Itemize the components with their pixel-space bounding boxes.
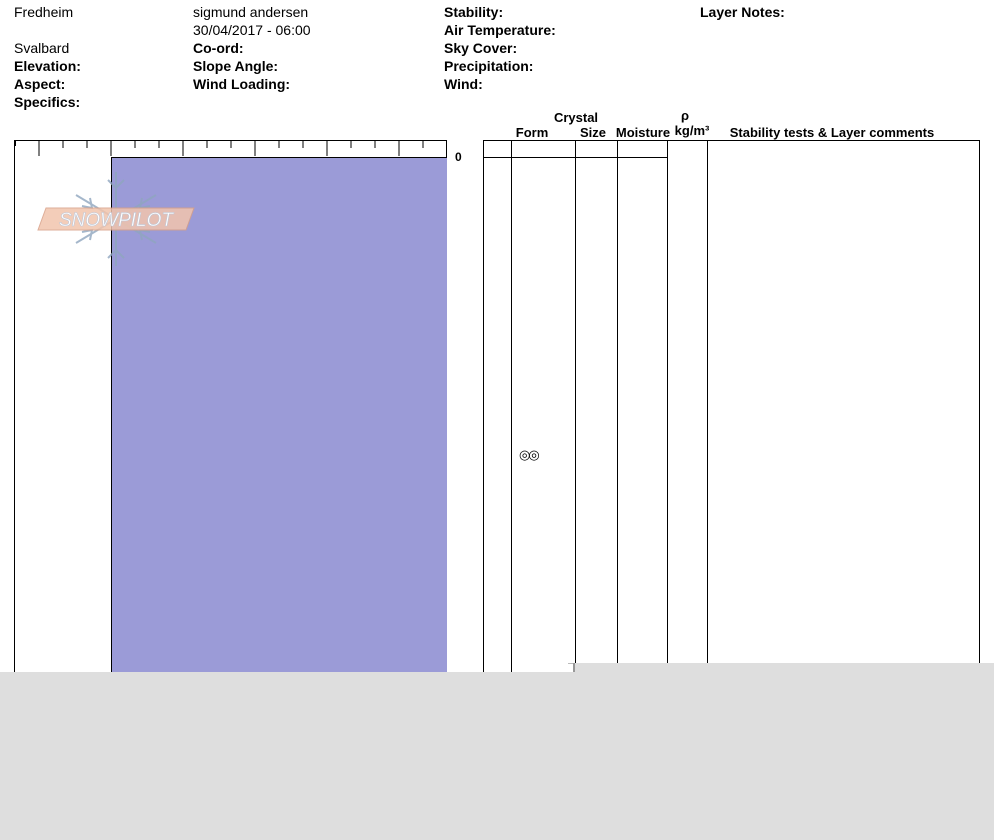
size-header: Size [579,125,606,140]
column-divider [707,140,708,672]
snowpilot-logo [36,168,198,270]
location-name: Fredheim [14,4,74,20]
wind-label: Wind: [444,76,483,92]
precipitation-label: Precipitation: [444,58,534,74]
column-divider [617,140,618,672]
moisture-header: Moisture [615,125,671,140]
observer-name: sigmund andersen [193,4,309,20]
form-header: Form [515,125,549,140]
observation-datetime: 30/04/2017 - 06:00 [193,22,311,38]
stability-label: Stability: [444,4,504,20]
column-divider [667,140,668,672]
comments-header: Stability tests & Layer comments [729,125,935,140]
slope-angle-label: Slope Angle: [193,58,279,74]
density-unit-header: kg/m³ [674,123,710,138]
density-rho-header: ρ [680,108,690,123]
specifics-label: Specifics: [14,94,81,110]
column-divider [511,140,512,672]
elevation-label: Elevation: [14,58,81,74]
logo-text: SNOWPILOT [58,210,174,231]
layer-notes-label: Layer Notes: [700,4,785,20]
depth-zero-label: 0 [455,150,462,164]
column-divider [575,140,576,672]
hardness-scale-ticks [14,140,448,160]
sky-cover-label: Sky Cover: [444,40,518,56]
bottom-gray-panel [0,672,994,840]
aspect-label: Aspect: [14,76,66,92]
wind-loading-label: Wind Loading: [193,76,291,92]
layer-table-frame [483,140,980,672]
layer-top-line [483,157,668,158]
region-name: Svalbard [14,40,70,56]
air-temperature-label: Air Temperature: [444,22,556,38]
crystal-header: Crystal [553,110,599,125]
coord-label: Co-ord: [193,40,244,56]
layer-form-symbol: ◎◎ [519,447,538,462]
